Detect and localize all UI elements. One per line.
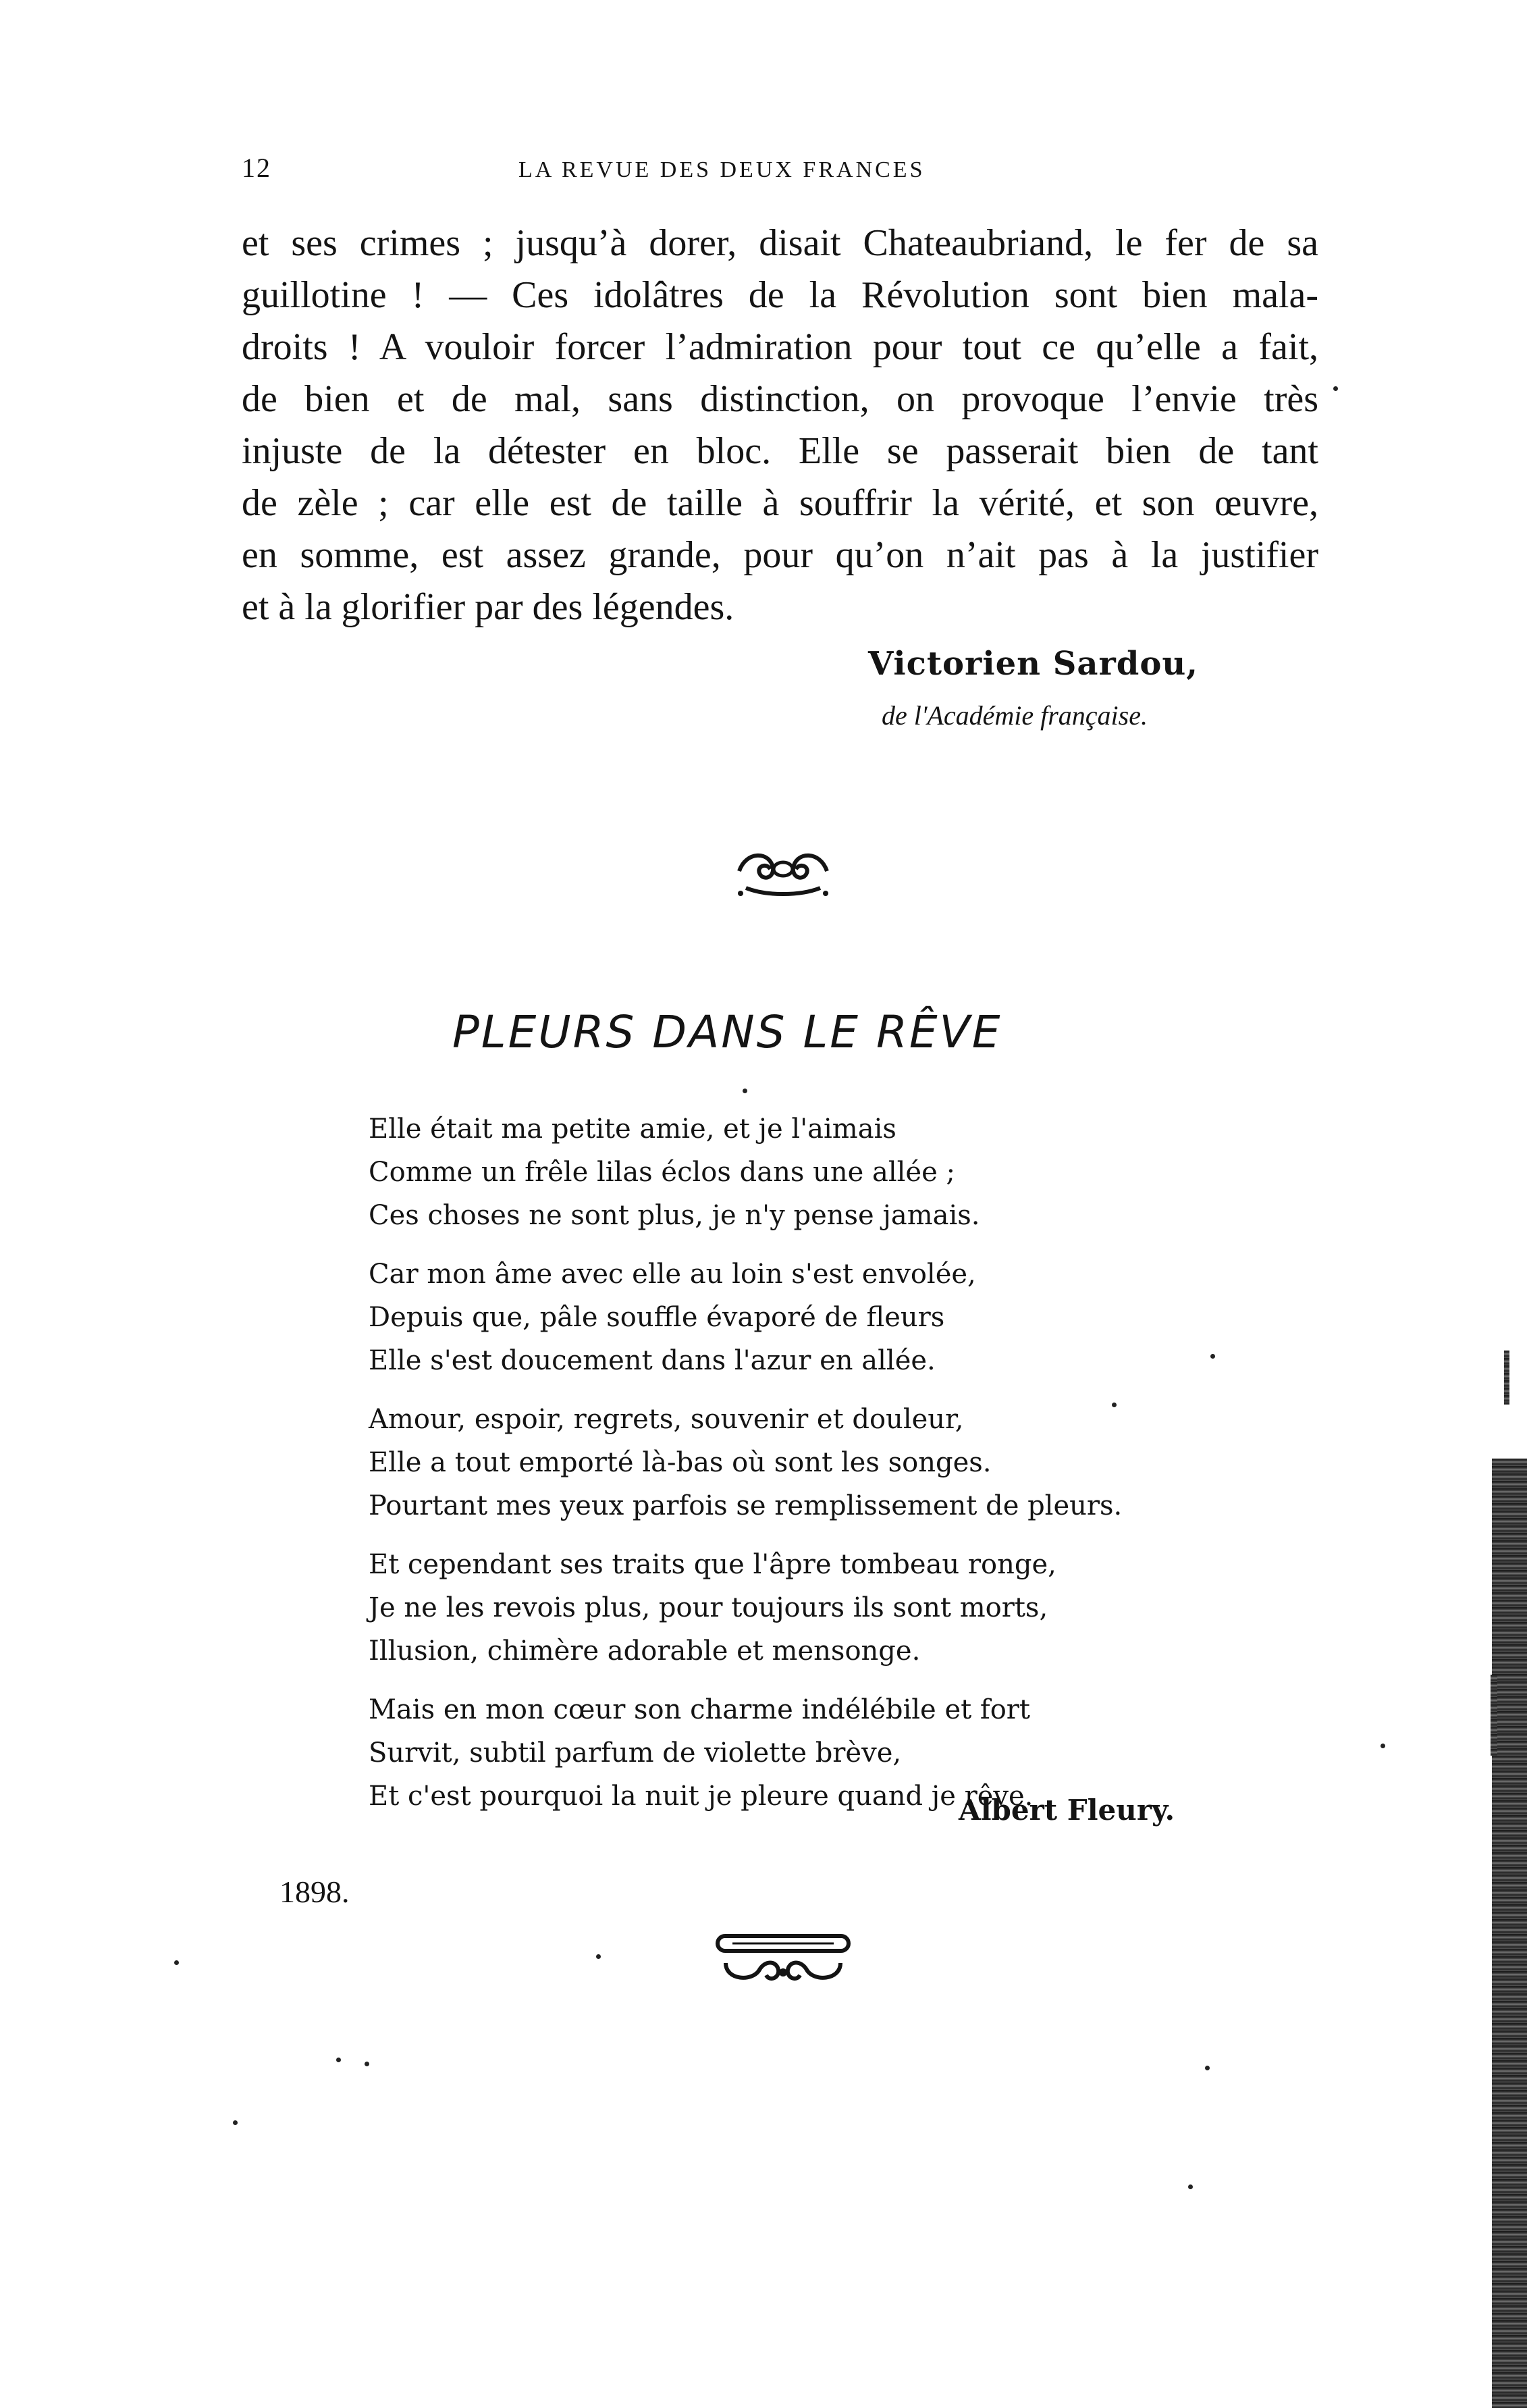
poem-date: 1898.: [279, 1875, 350, 1909]
verse-line: Et c'est pourquoi la nuit je pleure quand je rêve.: [369, 1781, 1034, 1812]
running-header: [242, 152, 1011, 192]
verse-line: Depuis que, pâle souffle évaporé de fleurs: [369, 1302, 945, 1333]
verse-line: Car mon âme avec elle au loin s'est envolée,: [369, 1259, 976, 1290]
verse-line: Mais en mon cœur son charme indélébile et fort: [369, 1694, 1030, 1725]
scan-speck: [1210, 1354, 1215, 1359]
verse-line: Pourtant mes yeux parfois se remplissement de pleurs.: [369, 1490, 1123, 1521]
verse-line: Et cependant ses traits que l'âpre tombeau ronge,: [369, 1549, 1056, 1580]
prose-paragraph: [242, 217, 1322, 633]
verse-line: Comme un frêle lilas éclos dans une allée ;: [369, 1157, 955, 1188]
scan-speck: [1333, 386, 1338, 391]
poem-author: Albert Fleury.: [959, 1794, 1175, 1827]
poem-body: [369, 1107, 1246, 1833]
page-edge-shadow: [1492, 1459, 1527, 2408]
stanza: [369, 1543, 1246, 1673]
flourish-ornament-icon: [732, 841, 834, 901]
scan-speck: [1205, 2066, 1210, 2070]
prose-line: et ses crimes ; jusqu’à dorer, disait Chateaubriand, le fer de sa: [242, 222, 1318, 264]
stanza: [369, 1398, 1246, 1527]
scan-speck: [743, 1089, 747, 1093]
scroll-ornament-icon: [712, 1928, 854, 1989]
prose-line: de zèle ; car elle est de taille à souffrir la vérité, et son œuvre,: [242, 482, 1318, 524]
poem-title: PLEURS DANS LE RÊVE: [452, 1006, 1002, 1058]
stanza: [369, 1107, 1246, 1237]
prose-line: et à la glorifier par des légendes.: [242, 586, 734, 628]
page-number: 12: [242, 153, 271, 183]
verse-line: Elle était ma petite amie, et je l'aimais: [369, 1114, 896, 1145]
verse-line: Je ne les revois plus, pour toujours ils sont morts,: [369, 1592, 1048, 1623]
prose-line: injuste de la détester en bloc. Elle se passerait bien de tant: [242, 430, 1318, 472]
stanza: [369, 1253, 1246, 1382]
signature-affiliation: de l'Académie française.: [882, 700, 1148, 731]
page-edge-shadow: [1504, 1351, 1509, 1405]
verse-line: Ces choses ne sont plus, je n'y pense jamais.: [369, 1200, 980, 1231]
running-title: LA REVUE DES DEUX FRANCES: [518, 157, 926, 182]
scan-speck: [336, 2058, 341, 2062]
verse-line: Amour, espoir, regrets, souvenir et douleur,: [369, 1404, 964, 1435]
scan-speck: [1381, 1744, 1385, 1748]
page-edge-shadow: [1491, 1675, 1497, 1756]
verse-line: Survit, subtil parfum de violette brève,: [369, 1737, 902, 1769]
scan-speck: [365, 2062, 369, 2066]
prose-line: en somme, est assez grande, pour qu’on n’ait pas à la justifier: [242, 534, 1318, 576]
prose-line: guillotine ! — Ces idolâtres de la Révolution sont bien mala-: [242, 274, 1318, 316]
verse-line: Illusion, chimère adorable et mensonge.: [369, 1635, 921, 1667]
prose-line: droits ! A vouloir forcer l’admiration pour tout ce qu’elle a fait,: [242, 326, 1318, 368]
scan-speck: [233, 2120, 238, 2125]
verse-line: Elle s'est doucement dans l'azur en allée.: [369, 1345, 936, 1376]
verse-line: Elle a tout emporté là-bas où sont les songes.: [369, 1447, 992, 1478]
scan-speck: [1112, 1403, 1117, 1407]
scan-speck: [596, 1954, 601, 1959]
scan-speck: [1188, 2184, 1193, 2189]
prose-line: de bien et de mal, sans distinction, on provoque l’envie très: [242, 378, 1318, 420]
scan-speck: [174, 1960, 179, 1965]
signature-name: Victorien Sardou,: [868, 645, 1198, 683]
